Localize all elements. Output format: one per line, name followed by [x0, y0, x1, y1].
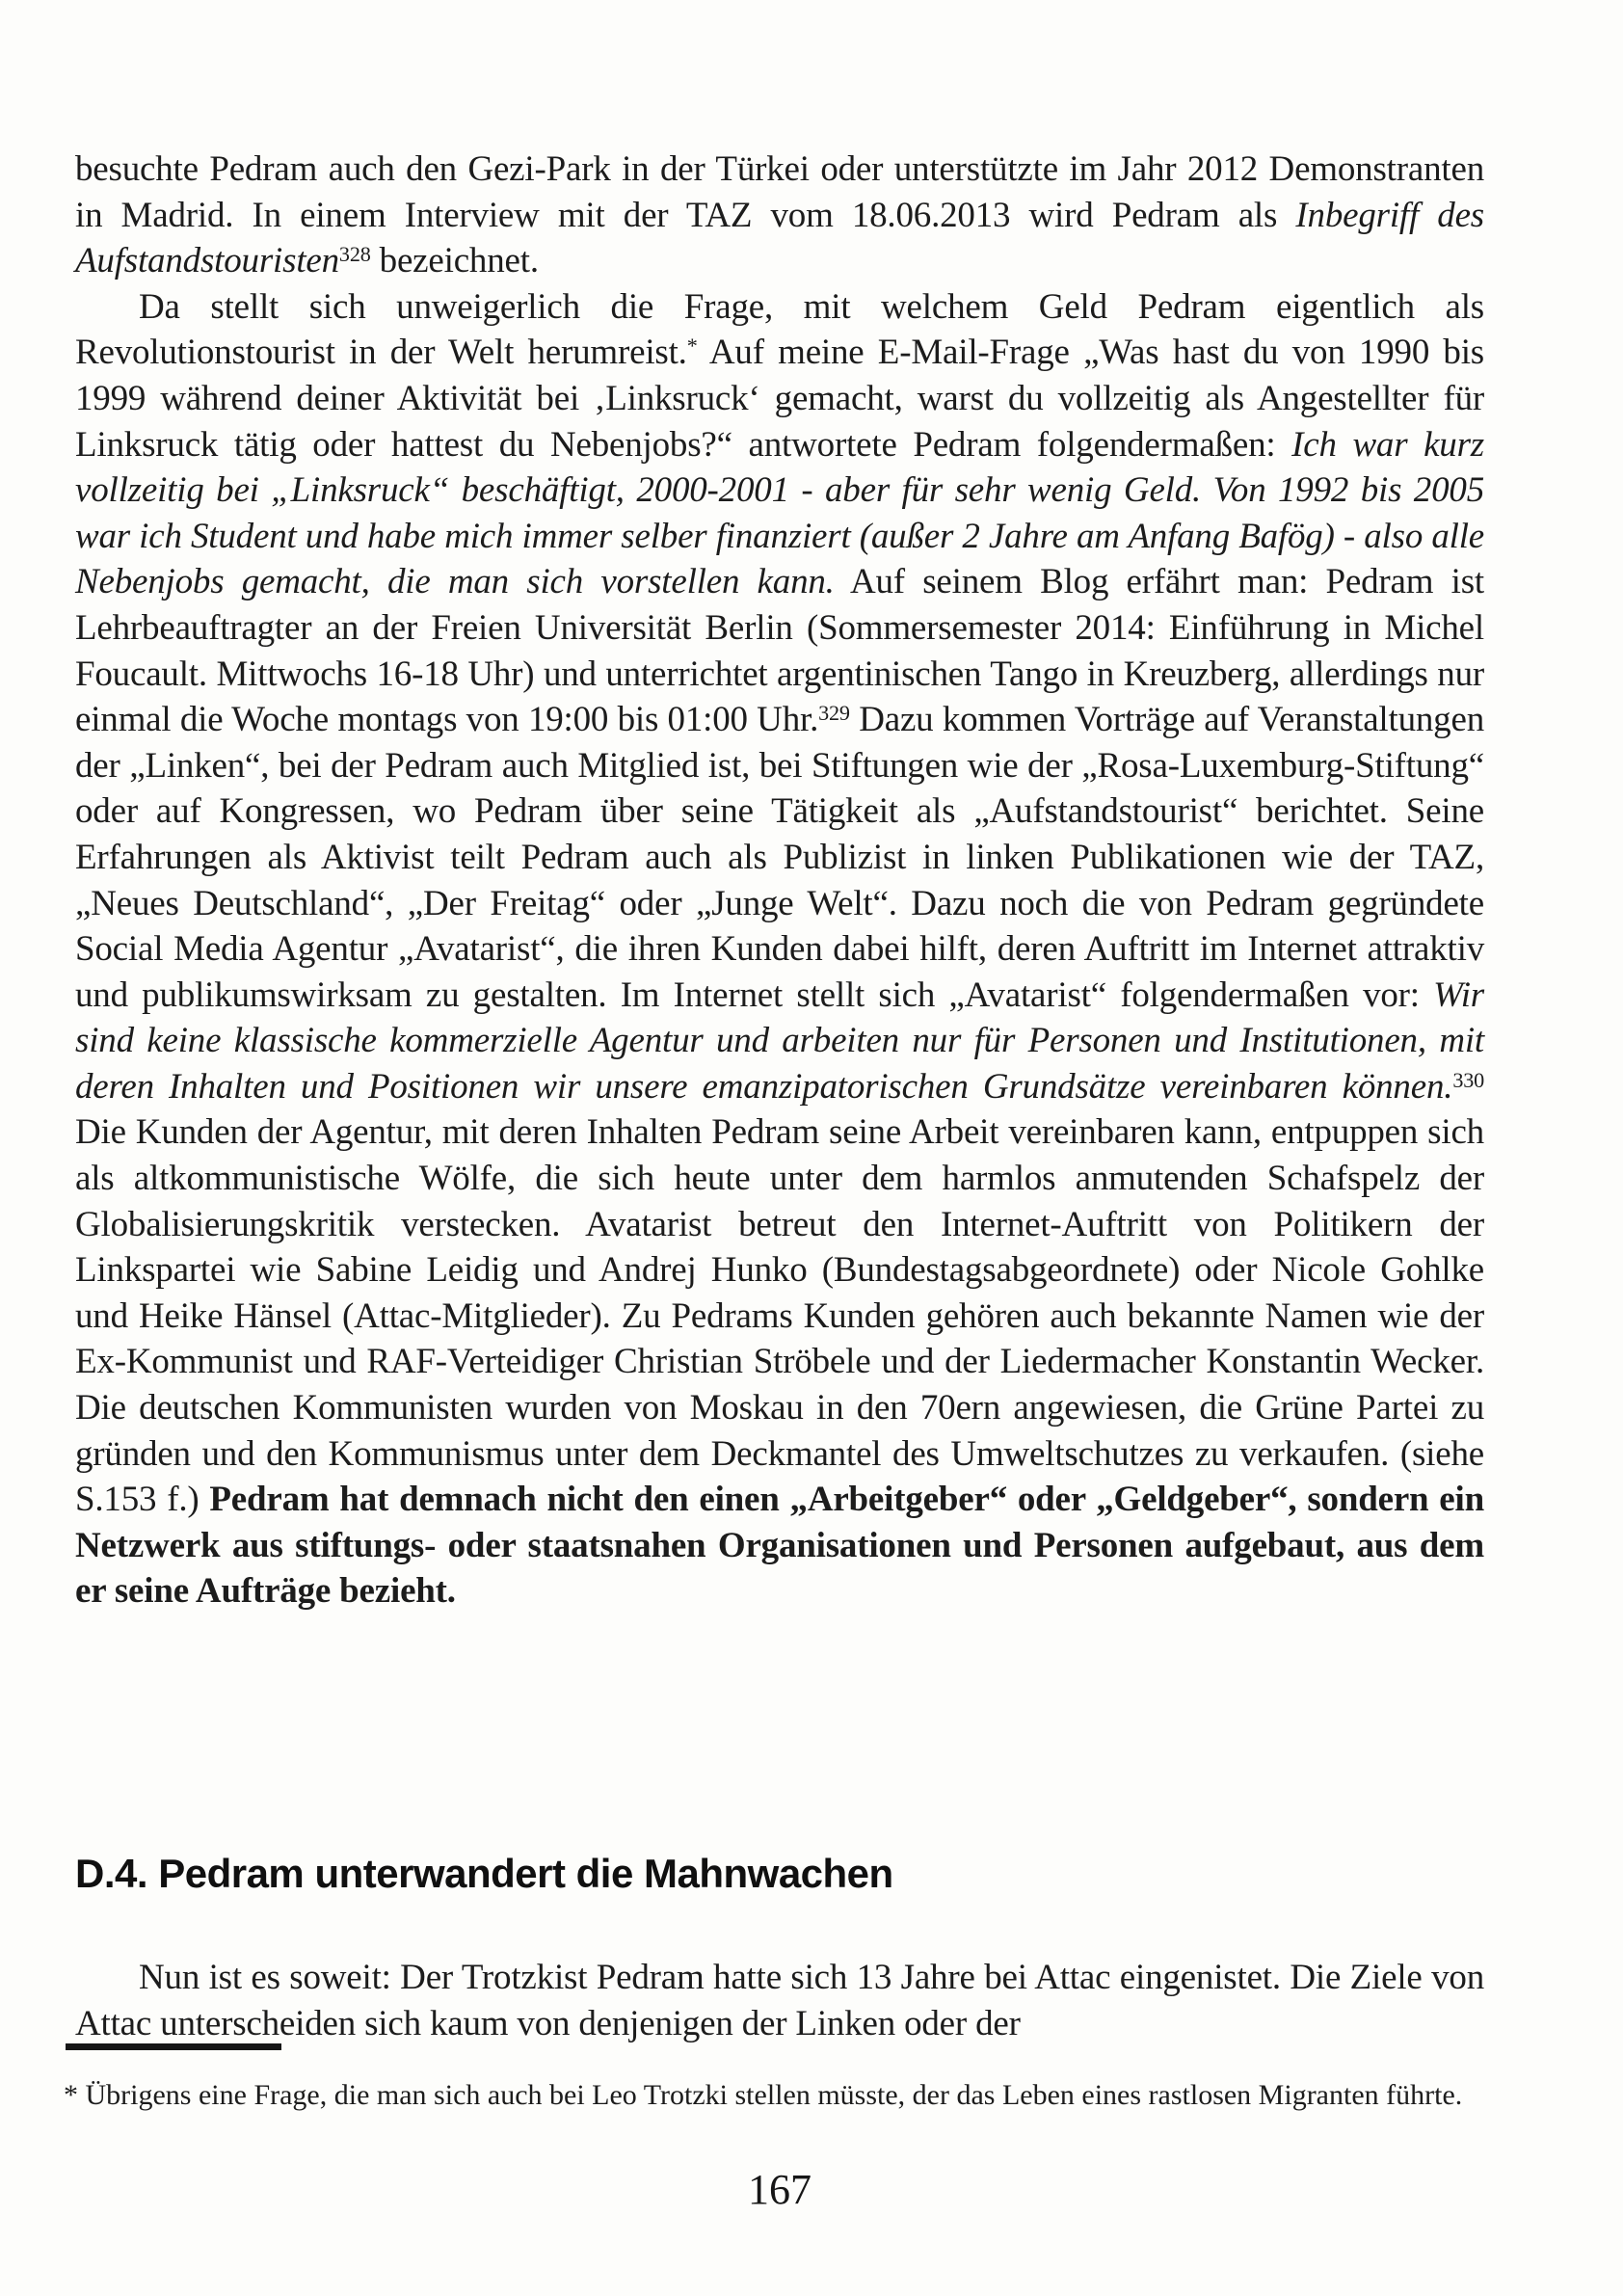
text-run: bezeichnet. [370, 241, 539, 281]
text-run: Auf meine E-Mail-Frage „Was hast du von 1990 bis 1999 während deiner Aktivität bei ‚Linksruck‘ gemacht, warst du vollzeitig als Angestellter für Linksruck tätig oder hattest du Nebenjobs?“ antwortete Pedram folgendermaßen: [75, 333, 1484, 465]
text-run: * Übrigens eine Frage, die man sich auch bei Leo Trotzki stellen müsste, der das Leben eines rastlosen Migranten führte. [64, 2079, 1463, 2111]
footnote-reference: * [686, 334, 698, 359]
footnote [64, 2072, 1484, 2118]
page-number: 167 [748, 2166, 812, 2213]
footnote-separator [66, 2043, 281, 2050]
text-run: Dazu kommen Vorträge auf Veranstaltungen der „Linken“, bei der Pedram auch Mitglied ist, bei Stiftungen wie der „Rosa-Luxemburg-Stiftung“ oder auf Kongressen, wo Pedram über seine Tätigkeit als „Aufstandstourist“ berichtet. Seine Erfahrungen als Aktivist teilt Pedram auch als Publizist in linken Publikationen wie der TAZ, „Neues Deutschland“, „Der Freitag“ oder „Junge Welt“. Dazu noch die von Pedram gegründete Social Media Agentur „Avatarist“, die ihren Kunden dabei hilft, deren Auftritt im Internet attraktiv und publikumswirksam zu gestalten. Im Internet stellt sich „Avatarist“ folgendermaßen vor: [75, 700, 1485, 1015]
paragraph [75, 147, 1484, 284]
footnote-reference: 330 [1452, 1067, 1484, 1092]
paragraph [75, 1955, 1484, 2046]
text-run: Pedram hat demnach nicht den einen „Arbeitgeber“ oder „Geldgeber“, sondern ein Netzwerk aus stiftungs- oder staatsnahen Organisationen und Personen aufgebaut, aus dem er seine Aufträge bezieht. [75, 1480, 1484, 1612]
footnote-reference: 328 [338, 242, 371, 267]
text-run: besuchte Pedram auch den Gezi-Park in der Türkei oder unterstützte im Jahr 2012 Demonstranten in Madrid. In einem Interview mit der TAZ vom 18.06.2013 wird Pedram als [75, 149, 1484, 235]
text-run: Ich war kurz vollzeitig bei „Linksruck“ beschäftigt, 2000-2001 - aber für sehr wenig Geld. Von 1992 bis 2005 war ich Student und habe mich immer selber finanziert (außer 2 Jahre am Anfang Bafög) - also alle Nebenjobs gemacht, die man sich vorstellen kann. [75, 424, 1484, 602]
text-run: Inbegriff des Aufstandstouristen [75, 195, 1484, 281]
section-heading: D.4. Pedram unterwandert die Mahnwachen [75, 1851, 893, 1896]
footnote-reference: 329 [818, 701, 850, 726]
text-run: Auf seinem Blog erfährt man: Pedram ist Lehrbeauftragter an der Freien Universität Berlin (Sommersemester 2014: Einführung in Michel Foucault. Mittwochs 16-18 Uhr) und unterrichtet argentinischen Tango in Kreuzberg, allerdings nur einmal die Woche montags von 19:00 bis 01:00 Uhr. [75, 562, 1484, 740]
paragraph [64, 2072, 1484, 2118]
text-run: Da stellt sich unweigerlich die Frage, mit welchem Geld Pedram eigentlich als Revolutionstourist in der Welt herumreist. [75, 286, 1484, 373]
text-run: Nun ist es soweit: Der Trotzkist Pedram hatte sich 13 Jahre bei Attac eingenistet. Die Ziele von Attac unterscheiden sich kaum von denjenigen der Linken oder der [75, 1958, 1484, 2043]
text-run: Die Kunden der Agentur, mit deren Inhalten Pedram seine Arbeit vereinbaren kann, entpuppen sich als altkommunistische Wölfe, die sich heute unter dem harmlos anmutenden Schafspelz der Globalisierungskritik verstecken. Avatarist betreut den Internet-Auftritt von Politikern der Linkspartei wie Sabine Leidig und Andrej Hunko (Bundestagsabgeordnete) oder Nicole Gohlke und Heike Hänsel (Attac-Mitglieder). Zu Pedrams Kunden gehören auch bekannte Namen wie der Ex-Kommunist und RAF-Verteidiger Christian Ströbele und der Liedermacher Konstantin Wecker. Die deutschen Kommunisten wurden von Moskau in den 70ern angewiesen, die Grüne Partei zu gründen und den Kommunismus unter dem Deckmantel des Umweltschutzes zu verkaufen. (siehe S.153 f.) [75, 1112, 1484, 1520]
paragraph [75, 284, 1484, 1615]
body-text [75, 147, 1484, 1615]
text-run: Wir sind keine klassische kommerzielle Agentur und arbeiten nur für Personen und Institutionen, mit deren Inhalten und Positionen wir unsere emanzipatorischen Grundsätze vereinbaren können. [75, 974, 1484, 1107]
after-heading-text [75, 1955, 1484, 2046]
